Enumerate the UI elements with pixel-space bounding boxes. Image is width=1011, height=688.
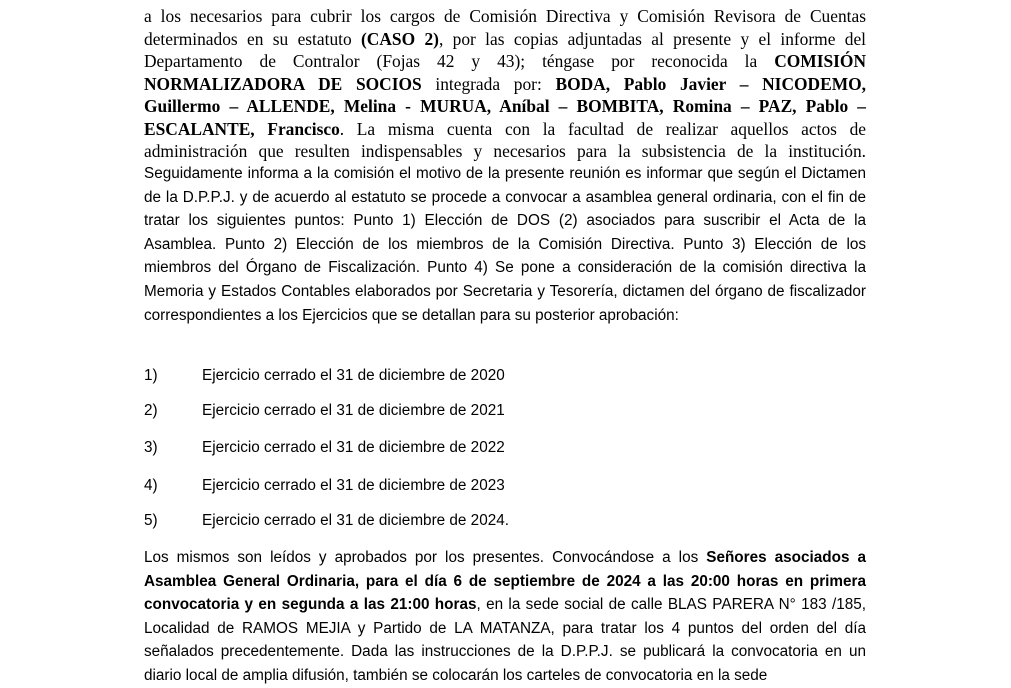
paragraph-commission — [144, 5, 866, 163]
paragraph-agenda: Seguidamente informa a la comisión el motivo de la presente reunión es informar que según el Dictamen de la D.P.P.J. y de acuerdo al estatuto se procede a convocar a asamblea general ordinaria, con el fin de tratar los siguientes puntos: Punto 1) Elección de DOS (2) asociados para suscribir el Acta de la Asamblea. Punto 2) Elección de los miembros de la Comisión Directiva. Punto 3) Elección de los miembros del Órgano de Fiscalización. Punto 4) Se pone a consideración de la comisión directiva la Memoria y Estados Contables elaborados por Secretaria y Tesorería, dictamen del órgano de fiscalizador correspondientes a los Ejercicios que se detallan para su posterior aprobación: — [144, 165, 866, 324]
text-line: Departamento de Contralor (Fojas 42 y 43); téngase por reconocida la COMISIÓN — [144, 51, 866, 71]
text-line: administración que resulten indispensables y necesarios para la subsistencia de la institución. — [144, 141, 866, 161]
text-line: Guillermo – ALLENDE, Melina - MURUA, Aníbal – BOMBITA, Romina – PAZ, Pablo – — [144, 96, 866, 116]
text-line: determinados en su estatuto (CASO 2), por las copias adjuntadas al presente y el informe del — [144, 28, 866, 49]
member-names: BODA, Pablo Javier – NICODEMO, — [555, 73, 866, 94]
case-label: (CASO 2) — [361, 28, 439, 49]
paragraph-convocation: Los mismos son leídos y aprobados por los presentes. Convocándose a los Señores asociados a Asamblea General Ordinaria, para el día 6 de septiembre de 2024 a las 20:00 horas en primera convocatoria y en segunda a las 21:00 horas, en la sede social de calle BLAS PARERA N° 183 /185, Localidad de RAMOS MEJIA y Partido de LA MATANZA, para tratar los 4 puntos del orden del día señalados precedentemente. Dada las instrucciones de la D.P.P.J. se publicará la convocatoria en un diario local de amplia difusión, también se colocarán los carteles de convocatoria en la sede — [144, 549, 866, 684]
text-line: NORMALIZADORA DE SOCIOS integrada por: BODA, Pablo Javier – NICODEMO, — [144, 73, 866, 94]
assembly-date: Señores asociados a Asamblea General Ordinaria, para el día 6 de septiembre de 2024 a las 20:00 horas en primera convocatoria y en segunda a las 21:00 horas — [144, 549, 866, 614]
text-line: a los necesarios para cubrir los cargos de Comisión Directiva y Comisión Revisora de Cuentas — [144, 6, 866, 26]
text-line: ESCALANTE, Francisco. La misma cuenta con la facultad de realizar aquellos actos de — [144, 118, 866, 139]
commission-title: COMISIÓN — [774, 51, 866, 71]
